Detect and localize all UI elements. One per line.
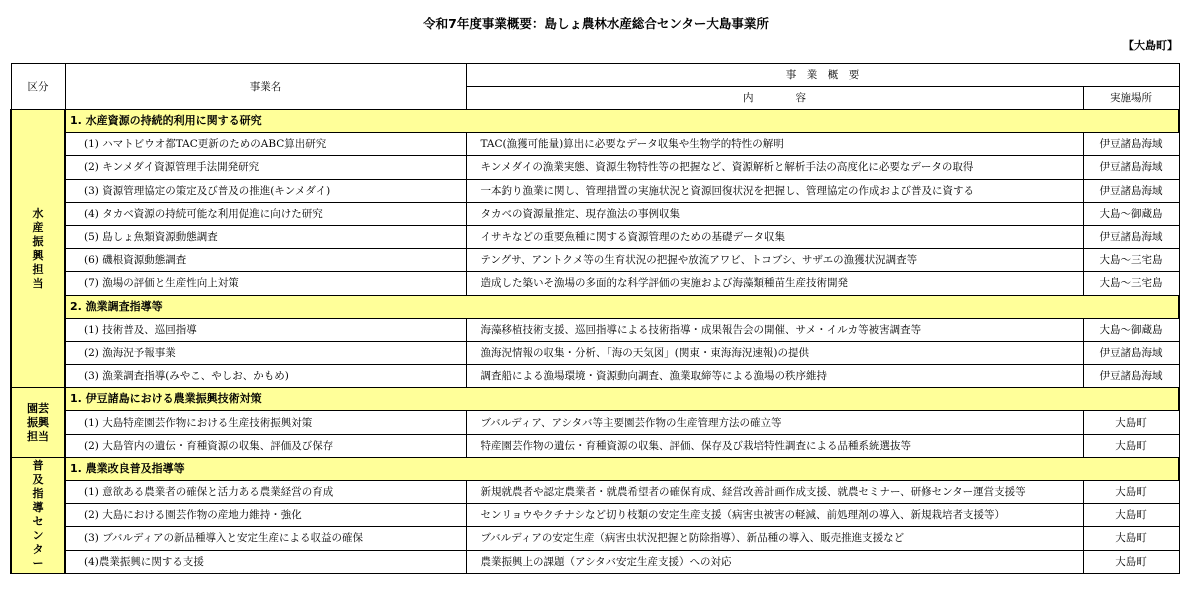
table-row — [11, 133, 1179, 156]
project-place: 大島～三宅島 — [1083, 249, 1179, 272]
table-row — [11, 527, 1179, 550]
project-description: テングサ、アントクメ等の生育状況の把握や放流アワビ、トコブシ、サザエの漁獲状況調査等 — [466, 249, 1083, 272]
project-place: 伊豆諸島海域 — [1083, 341, 1179, 364]
section-title: 1. 農業改良普及指導等 — [65, 457, 1179, 480]
project-place: 大島町 — [1083, 411, 1179, 434]
header-overview: 事 業 概 要 — [466, 64, 1179, 87]
project-place: 大島町 — [1083, 504, 1179, 527]
division-cell — [11, 457, 65, 573]
project-name: (2) 大島管内の遺伝・育種資源の収集、評価及び保存 — [65, 434, 466, 457]
project-place: 大島～御蔵島 — [1083, 318, 1179, 341]
project-description: 調査船による漁場環境・資源動向調査、漁業取締等による漁場の秩序維持 — [466, 365, 1083, 388]
table-row — [11, 249, 1179, 272]
project-place: 大島町 — [1083, 550, 1179, 573]
section-row — [11, 110, 1179, 133]
project-name: (6) 磯根資源動態調査 — [65, 249, 466, 272]
table-row — [11, 341, 1179, 364]
location-tag: 【大島町】 — [1123, 39, 1178, 52]
project-place: 大島～三宅島 — [1083, 272, 1179, 295]
table-row — [11, 434, 1179, 457]
project-description: 新規就農者や認定農業者・就農希望者の確保育成、経営改善計画作成支援、就農セミナー、研修センター運営支援等 — [466, 481, 1083, 504]
project-place: 大島～御蔵島 — [1083, 202, 1179, 225]
project-description: 海藻移植技術支援、巡回指導による技術指導・成果報告会の開催、サメ・イルカ等被害調査等 — [466, 318, 1083, 341]
project-place: 伊豆諸島海域 — [1083, 179, 1179, 202]
project-description: キンメダイの漁業実態、資源生物特性等の把握など、資源解析と解析手法の高度化に必要なデータの取得 — [466, 156, 1083, 179]
page-title: 令和7年度事業概要：島しょ農林水産総合センター大島事業所 — [423, 16, 769, 31]
table-row — [11, 411, 1179, 434]
project-name: (2) 大島における園芸作物の産地力維持・強化 — [65, 504, 466, 527]
project-name: (7) 漁場の評価と生産性向上対策 — [65, 272, 466, 295]
table-row — [11, 504, 1179, 527]
table-row — [11, 318, 1179, 341]
table-row — [11, 225, 1179, 248]
table-row — [11, 156, 1179, 179]
section-title: 1. 水産資源の持続的利用に関する研究 — [65, 110, 1179, 133]
project-place: 伊豆諸島海域 — [1083, 133, 1179, 156]
project-place: 伊豆諸島海域 — [1083, 156, 1179, 179]
project-name: (3) ブバルディアの新品種導入と安定生産による収益の確保 — [65, 527, 466, 550]
section-row — [11, 295, 1179, 318]
project-name: (4)農業振興に関する支援 — [65, 550, 466, 573]
section-title: 1. 伊豆諸島における農業振興技術対策 — [65, 388, 1179, 411]
section-title: 2. 漁業調査指導等 — [65, 295, 1179, 318]
project-description: 農業振興上の課題（アシタバ安定生産支援）への対応 — [466, 550, 1083, 573]
table-row — [11, 481, 1179, 504]
project-description: 特産園芸作物の遺伝・育種資源の収集、評価、保存及び栽培特性調査による品種系統選抜等 — [466, 434, 1083, 457]
header-division: 区分 — [11, 64, 65, 110]
section-row — [11, 457, 1179, 480]
header-place: 実施場所 — [1083, 87, 1179, 110]
division-cell — [11, 110, 65, 388]
project-name: (5) 島しょ魚類資源動態調査 — [65, 225, 466, 248]
division-label: 普及指導センター — [32, 459, 44, 571]
project-description: TAC(漁獲可能量)算出に必要なデータ収集や生物学的特性の解明 — [466, 133, 1083, 156]
project-place: 伊豆諸島海域 — [1083, 365, 1179, 388]
project-place: 大島町 — [1083, 527, 1179, 550]
project-place: 大島町 — [1083, 481, 1179, 504]
table-row — [11, 365, 1179, 388]
project-description: センリョウやクチナシなど切り枝類の安定生産支援（病害虫被害の軽減、前処理剤の導入、新規栽培者支援等） — [466, 504, 1083, 527]
project-table — [10, 63, 1180, 574]
project-name: (1) ハマトビウオ都TAC更新のためのABC算出研究 — [65, 133, 466, 156]
project-description: 造成した築いそ漁場の多面的な科学評価の実施および海藻類種苗生産技術開発 — [466, 272, 1083, 295]
header-content: 内 容 — [466, 87, 1083, 110]
project-name: (1) 意欲ある農業者の確保と活力ある農業経営の育成 — [65, 481, 466, 504]
project-name: (1) 技術普及、巡回指導 — [65, 318, 466, 341]
table-row — [11, 202, 1179, 225]
project-description: ブバルディアの安定生産（病害虫状況把握と防除指導）、新品種の導入、販売推進支援など — [466, 527, 1083, 550]
table-row — [11, 179, 1179, 202]
project-name: (2) 漁海況予報事業 — [65, 341, 466, 364]
project-description: 一本釣り漁業に関し、管理措置の実施状況と資源回復状況を把握し、管理協定の作成および普及に資する — [466, 179, 1083, 202]
project-name: (3) 漁業調査指導(みやこ、やしお、かもめ) — [65, 365, 466, 388]
project-name: (1) 大島特産園芸作物における生産技術振興対策 — [65, 411, 466, 434]
header-project: 事業名 — [65, 64, 466, 110]
project-description: タカベの資源量推定、現存漁法の事例収集 — [466, 202, 1083, 225]
division-cell — [11, 388, 65, 458]
project-description: イサキなどの重要魚種に関する資源管理のための基礎データ収集 — [466, 225, 1083, 248]
table-row — [11, 272, 1179, 295]
project-place: 伊豆諸島海域 — [1083, 225, 1179, 248]
project-name: (4) タカベ資源の持続可能な利用促進に向けた研究 — [65, 202, 466, 225]
division-label: 水産振興担当 — [32, 206, 44, 290]
project-name: (2) キンメダイ資源管理手法開発研究 — [65, 156, 466, 179]
project-description: 漁海況情報の収集・分析、「海の天気図」(関東・東海海況速報)の提供 — [466, 341, 1083, 364]
section-row — [11, 388, 1179, 411]
project-description: ブバルディア、アシタバ等主要園芸作物の生産管理方法の確立等 — [466, 411, 1083, 434]
project-place: 大島町 — [1083, 434, 1179, 457]
table-row — [11, 550, 1179, 573]
project-name: (3) 資源管理協定の策定及び普及の推進(キンメダイ) — [65, 179, 466, 202]
division-label: 園芸振興担当 — [27, 401, 49, 443]
